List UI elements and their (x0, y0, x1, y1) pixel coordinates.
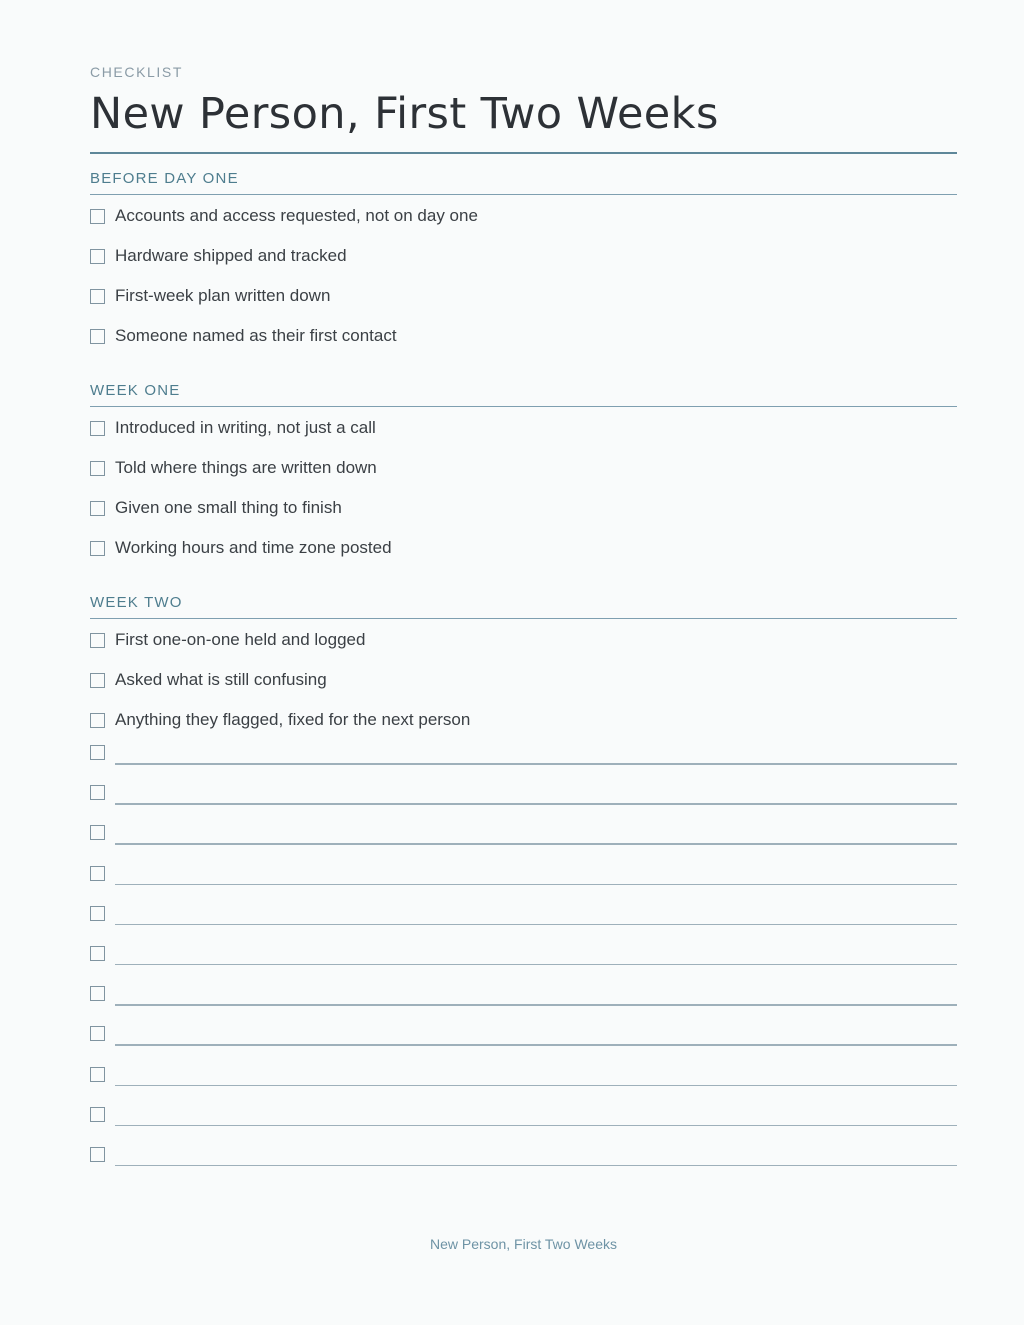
blank-row (90, 738, 957, 778)
checklist-item (90, 242, 957, 282)
checkbox[interactable] (90, 461, 105, 476)
blank-row (90, 1019, 957, 1059)
write-in-line[interactable] (115, 803, 957, 805)
checkbox[interactable] (90, 501, 105, 516)
item-label: First one-on-one held and logged (115, 630, 366, 649)
write-in-line[interactable] (115, 1085, 957, 1087)
checkbox[interactable] (90, 673, 105, 688)
checkbox[interactable] (90, 745, 105, 760)
write-in-line[interactable] (115, 924, 957, 926)
checkbox[interactable] (90, 866, 105, 881)
checkbox[interactable] (90, 541, 105, 556)
item-label: Someone named as their first contact (115, 326, 397, 345)
write-in-line[interactable] (115, 1004, 957, 1006)
checklist-item (90, 414, 957, 454)
checklist-item (90, 534, 957, 574)
checkbox[interactable] (90, 633, 105, 648)
checklist-item (90, 202, 957, 242)
blank-row (90, 899, 957, 939)
checklist-item (90, 282, 957, 322)
blank-rows (90, 738, 957, 1180)
checkbox[interactable] (90, 785, 105, 800)
write-in-line[interactable] (115, 1044, 957, 1046)
item-label: Introduced in writing, not just a call (115, 418, 376, 437)
item-label: Asked what is still confusing (115, 670, 327, 689)
checklist-page (90, 0, 957, 1325)
blank-row (90, 818, 957, 858)
write-in-line[interactable] (115, 843, 957, 845)
section-heading: WEEK ONE (90, 382, 957, 407)
checklist-item (90, 454, 957, 494)
item-label: Anything they flagged, fixed for the next person (115, 710, 471, 729)
blank-row (90, 1140, 957, 1180)
page-title: New Person, First Two Weeks (90, 89, 719, 139)
blank-row (90, 939, 957, 979)
write-in-line[interactable] (115, 884, 957, 886)
item-label: First-week plan written down (115, 286, 331, 305)
checkbox[interactable] (90, 249, 105, 264)
checklist-item (90, 666, 957, 706)
checkbox[interactable] (90, 289, 105, 304)
checkbox[interactable] (90, 1107, 105, 1122)
checkbox[interactable] (90, 421, 105, 436)
title-divider (90, 152, 957, 154)
section-heading: BEFORE DAY ONE (90, 170, 957, 195)
checkbox[interactable] (90, 825, 105, 840)
checkbox[interactable] (90, 713, 105, 728)
write-in-line[interactable] (115, 763, 957, 765)
item-label: Told where things are written down (115, 458, 377, 477)
checklist-item (90, 626, 957, 666)
checkbox[interactable] (90, 986, 105, 1001)
checkbox[interactable] (90, 1147, 105, 1162)
item-label: Given one small thing to finish (115, 498, 342, 517)
blank-row (90, 778, 957, 818)
section-heading: WEEK TWO (90, 594, 957, 619)
blank-row (90, 979, 957, 1019)
write-in-line[interactable] (115, 1125, 957, 1127)
checkbox[interactable] (90, 1026, 105, 1041)
checklist-item (90, 322, 957, 362)
page-footer: New Person, First Two Weeks (430, 1236, 617, 1252)
section-before-day-one (90, 170, 957, 362)
checkbox[interactable] (90, 946, 105, 961)
item-label: Hardware shipped and tracked (115, 246, 347, 265)
page-kicker: CHECKLIST (90, 64, 183, 80)
checkbox[interactable] (90, 906, 105, 921)
section-week-two (90, 594, 957, 746)
section-week-one (90, 382, 957, 574)
write-in-line[interactable] (115, 964, 957, 966)
checkbox[interactable] (90, 1067, 105, 1082)
checkbox[interactable] (90, 329, 105, 344)
blank-row (90, 1060, 957, 1100)
blank-row (90, 859, 957, 899)
checklist-item (90, 494, 957, 534)
write-in-line[interactable] (115, 1165, 957, 1167)
item-label: Accounts and access requested, not on day one (115, 206, 478, 225)
item-label: Working hours and time zone posted (115, 538, 392, 557)
blank-row (90, 1100, 957, 1140)
checkbox[interactable] (90, 209, 105, 224)
